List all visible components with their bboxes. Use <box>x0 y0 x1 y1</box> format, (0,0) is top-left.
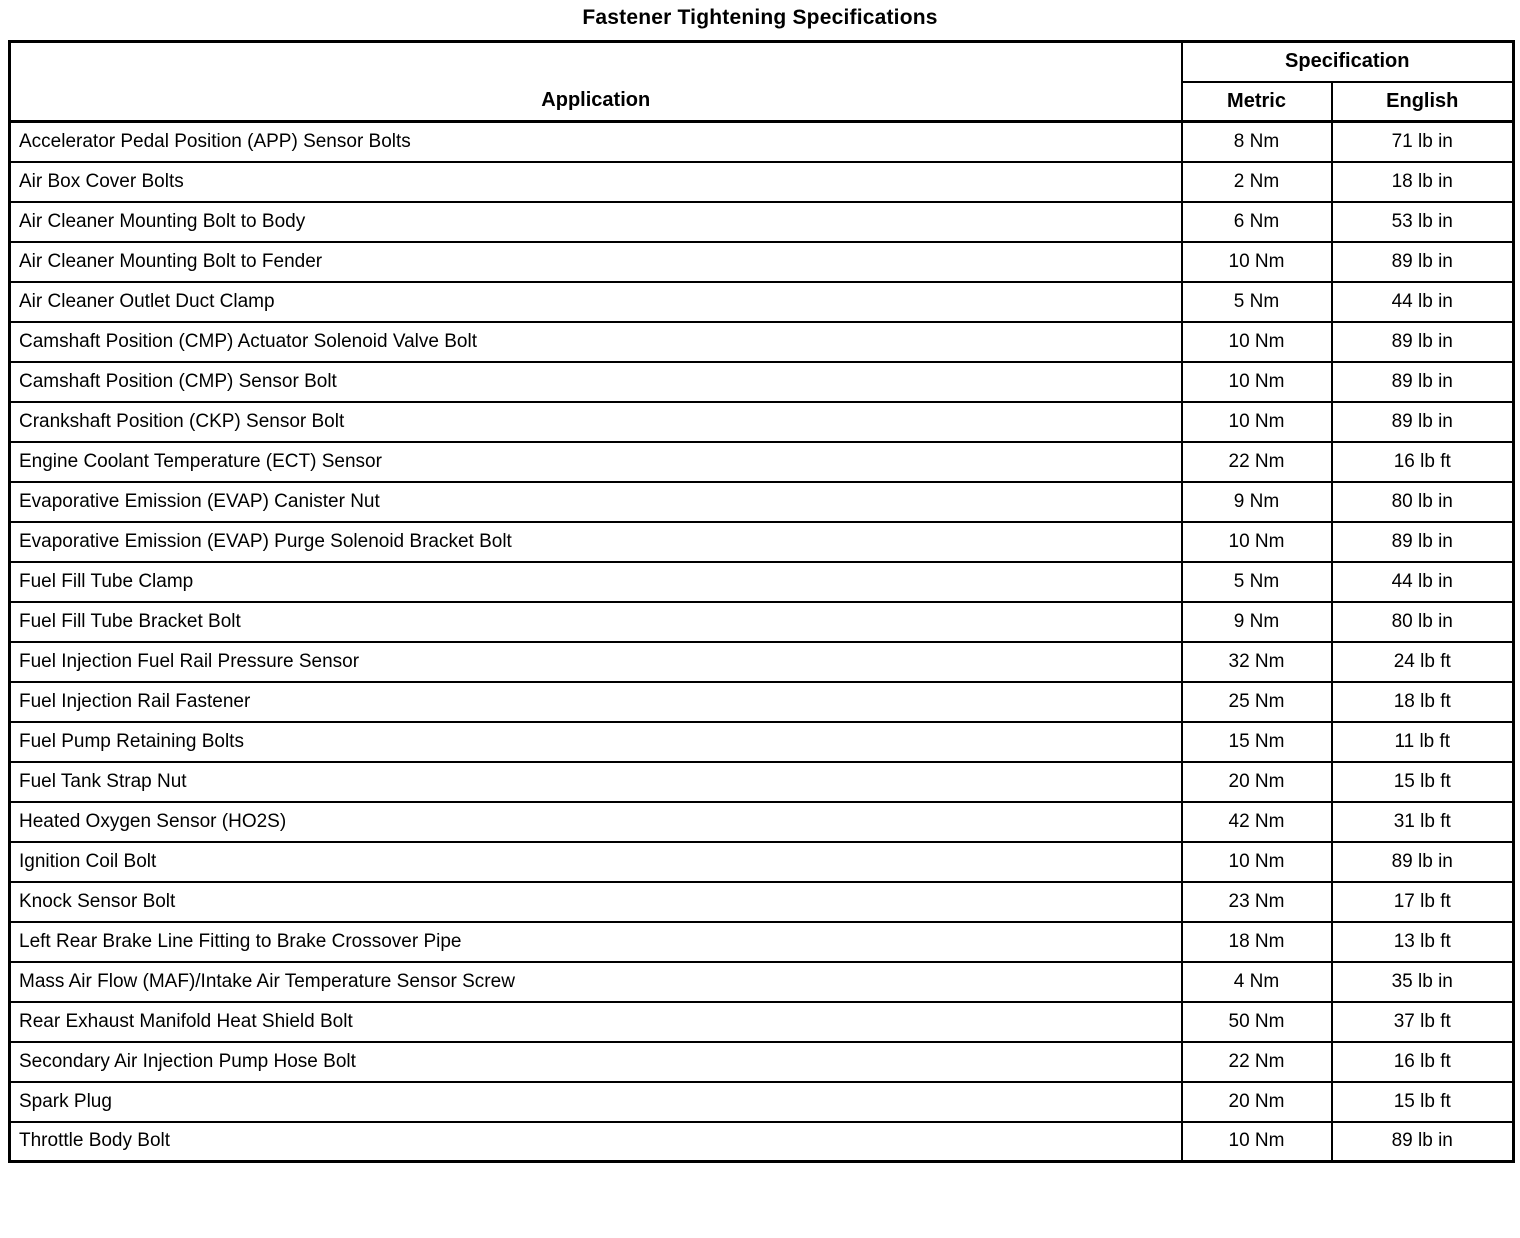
table-row <box>10 202 1514 242</box>
cell-metric: 42 Nm <box>1182 802 1332 842</box>
cell-english: 89 lb in <box>1332 402 1514 442</box>
cell-metric: 10 Nm <box>1182 522 1332 562</box>
table-row <box>10 242 1514 282</box>
cell-english: 89 lb in <box>1332 1122 1514 1162</box>
cell-metric: 20 Nm <box>1182 1082 1332 1122</box>
cell-application: Camshaft Position (CMP) Actuator Solenoid Valve Bolt <box>10 322 1182 362</box>
header-specification: Specification <box>1182 42 1514 82</box>
cell-metric: 9 Nm <box>1182 602 1332 642</box>
table-row <box>10 802 1514 842</box>
cell-application: Rear Exhaust Manifold Heat Shield Bolt <box>10 1002 1182 1042</box>
cell-application: Air Box Cover Bolts <box>10 162 1182 202</box>
header-metric: Metric <box>1182 82 1332 122</box>
cell-english: 15 lb ft <box>1332 1082 1514 1122</box>
cell-application: Camshaft Position (CMP) Sensor Bolt <box>10 362 1182 402</box>
cell-metric: 8 Nm <box>1182 122 1332 162</box>
cell-metric: 22 Nm <box>1182 1042 1332 1082</box>
cell-application: Fuel Pump Retaining Bolts <box>10 722 1182 762</box>
table-row <box>10 602 1514 642</box>
table-row <box>10 762 1514 802</box>
cell-english: 89 lb in <box>1332 322 1514 362</box>
table-row <box>10 362 1514 402</box>
cell-metric: 10 Nm <box>1182 842 1332 882</box>
cell-application: Knock Sensor Bolt <box>10 882 1182 922</box>
cell-metric: 22 Nm <box>1182 442 1332 482</box>
cell-metric: 20 Nm <box>1182 762 1332 802</box>
cell-metric: 6 Nm <box>1182 202 1332 242</box>
cell-english: 89 lb in <box>1332 362 1514 402</box>
table-row <box>10 642 1514 682</box>
cell-metric: 50 Nm <box>1182 1002 1332 1042</box>
cell-metric: 5 Nm <box>1182 282 1332 322</box>
cell-english: 13 lb ft <box>1332 922 1514 962</box>
cell-application: Fuel Injection Fuel Rail Pressure Sensor <box>10 642 1182 682</box>
cell-metric: 10 Nm <box>1182 242 1332 282</box>
table-row <box>10 842 1514 882</box>
cell-english: 44 lb in <box>1332 282 1514 322</box>
table-row <box>10 522 1514 562</box>
cell-english: 18 lb in <box>1332 162 1514 202</box>
cell-metric: 4 Nm <box>1182 962 1332 1002</box>
cell-application: Heated Oxygen Sensor (HO2S) <box>10 802 1182 842</box>
cell-metric: 2 Nm <box>1182 162 1332 202</box>
cell-english: 71 lb in <box>1332 122 1514 162</box>
cell-english: 18 lb ft <box>1332 682 1514 722</box>
table-row <box>10 282 1514 322</box>
cell-application: Secondary Air Injection Pump Hose Bolt <box>10 1042 1182 1082</box>
cell-application: Spark Plug <box>10 1082 1182 1122</box>
table-row <box>10 162 1514 202</box>
cell-english: 89 lb in <box>1332 522 1514 562</box>
cell-english: 16 lb ft <box>1332 1042 1514 1082</box>
table-row <box>10 1082 1514 1122</box>
cell-application: Fuel Fill Tube Clamp <box>10 562 1182 602</box>
cell-english: 24 lb ft <box>1332 642 1514 682</box>
table-row <box>10 482 1514 522</box>
table-row <box>10 1002 1514 1042</box>
cell-english: 44 lb in <box>1332 562 1514 602</box>
cell-metric: 10 Nm <box>1182 1122 1332 1162</box>
cell-application: Air Cleaner Outlet Duct Clamp <box>10 282 1182 322</box>
cell-metric: 25 Nm <box>1182 682 1332 722</box>
table-row <box>10 1042 1514 1082</box>
cell-english: 53 lb in <box>1332 202 1514 242</box>
table-row <box>10 882 1514 922</box>
cell-english: 15 lb ft <box>1332 762 1514 802</box>
cell-english: 35 lb in <box>1332 962 1514 1002</box>
fastener-spec-table <box>8 40 1515 1163</box>
cell-application: Air Cleaner Mounting Bolt to Fender <box>10 242 1182 282</box>
cell-application: Air Cleaner Mounting Bolt to Body <box>10 202 1182 242</box>
cell-english: 89 lb in <box>1332 842 1514 882</box>
cell-metric: 5 Nm <box>1182 562 1332 602</box>
cell-english: 80 lb in <box>1332 482 1514 522</box>
cell-application: Fuel Tank Strap Nut <box>10 762 1182 802</box>
cell-metric: 15 Nm <box>1182 722 1332 762</box>
cell-english: 89 lb in <box>1332 242 1514 282</box>
header-english: English <box>1332 82 1514 122</box>
page-title: Fastener Tightening Specifications <box>582 6 938 29</box>
cell-application: Engine Coolant Temperature (ECT) Sensor <box>10 442 1182 482</box>
cell-application: Crankshaft Position (CKP) Sensor Bolt <box>10 402 1182 442</box>
table-row <box>10 122 1514 162</box>
cell-application: Evaporative Emission (EVAP) Canister Nut <box>10 482 1182 522</box>
cell-metric: 10 Nm <box>1182 362 1332 402</box>
header-row-specification <box>10 42 1514 82</box>
table-body <box>10 122 1514 1162</box>
table-row <box>10 402 1514 442</box>
table-row <box>10 962 1514 1002</box>
cell-metric: 9 Nm <box>1182 482 1332 522</box>
cell-application: Accelerator Pedal Position (APP) Sensor Bolts <box>10 122 1182 162</box>
cell-metric: 18 Nm <box>1182 922 1332 962</box>
table-row <box>10 322 1514 362</box>
cell-english: 37 lb ft <box>1332 1002 1514 1042</box>
cell-application: Throttle Body Bolt <box>10 1122 1182 1162</box>
table-header <box>10 42 1514 122</box>
cell-application: Fuel Fill Tube Bracket Bolt <box>10 602 1182 642</box>
cell-application: Ignition Coil Bolt <box>10 842 1182 882</box>
cell-application: Mass Air Flow (MAF)/Intake Air Temperature Sensor Screw <box>10 962 1182 1002</box>
table-row <box>10 682 1514 722</box>
header-application: Application <box>10 42 1182 122</box>
cell-english: 17 lb ft <box>1332 882 1514 922</box>
cell-application: Left Rear Brake Line Fitting to Brake Crossover Pipe <box>10 922 1182 962</box>
cell-english: 31 lb ft <box>1332 802 1514 842</box>
cell-metric: 32 Nm <box>1182 642 1332 682</box>
cell-metric: 10 Nm <box>1182 402 1332 442</box>
cell-metric: 23 Nm <box>1182 882 1332 922</box>
table-row <box>10 1122 1514 1162</box>
table-row <box>10 922 1514 962</box>
cell-english: 11 lb ft <box>1332 722 1514 762</box>
table-row <box>10 562 1514 602</box>
cell-application: Evaporative Emission (EVAP) Purge Solenoid Bracket Bolt <box>10 522 1182 562</box>
table-row <box>10 442 1514 482</box>
cell-metric: 10 Nm <box>1182 322 1332 362</box>
cell-application: Fuel Injection Rail Fastener <box>10 682 1182 722</box>
cell-english: 16 lb ft <box>1332 442 1514 482</box>
table-row <box>10 722 1514 762</box>
cell-english: 80 lb in <box>1332 602 1514 642</box>
